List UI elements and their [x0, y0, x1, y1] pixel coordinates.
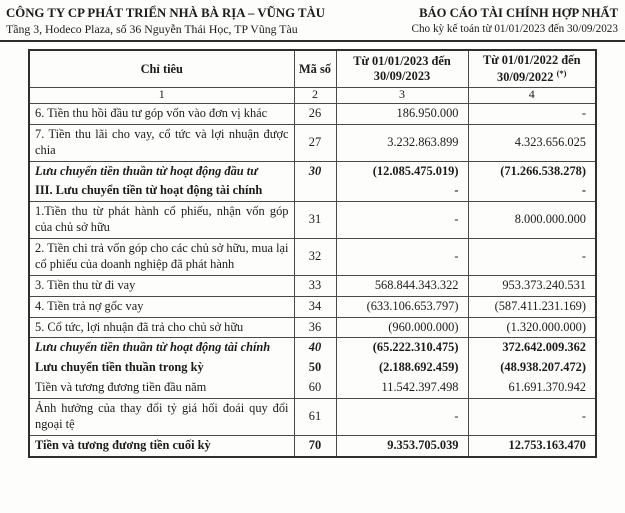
row-value-2023: (65.222.310.475)	[336, 338, 468, 358]
row-value-2023: 568.844.343.322	[336, 275, 468, 296]
row-code: 33	[294, 275, 336, 296]
row-label: 3. Tiền thu từ đi vay	[29, 275, 294, 296]
company-address: Tầng 3, Hodeco Plaza, số 36 Nguyễn Thái Học, TP Vũng Tàu	[6, 21, 298, 36]
row-code: 61	[294, 399, 336, 436]
table-header-row	[29, 50, 596, 87]
row-value-2023: -	[336, 202, 468, 239]
row-code: 31	[294, 202, 336, 239]
row-value-2022: (48.938.207.472)	[468, 358, 596, 378]
row-value-2023: -	[336, 239, 468, 276]
row-value-2023: 186.950.000	[336, 103, 468, 124]
column-header-period-2023: Từ 01/01/2023 đến 30/09/2023	[336, 50, 468, 87]
row-value-2022: 12.753.163.470	[468, 435, 596, 456]
table-row	[29, 338, 596, 358]
row-value-2022: 61.691.370.942	[468, 378, 596, 398]
row-code	[294, 181, 336, 201]
row-label: 1.Tiền thu từ phát hành cổ phiếu, nhận vốn góp của chủ sở hữu	[29, 202, 294, 239]
column-header-code: Mã số	[294, 50, 336, 87]
table-row	[29, 202, 596, 239]
column-header-period-2022: Từ 01/01/2022 đến 30/09/2022 (*)	[468, 50, 596, 87]
table-row	[29, 161, 596, 181]
table-row	[29, 275, 596, 296]
table-row	[29, 378, 596, 398]
column-number-3: 3	[336, 88, 468, 104]
table-row	[29, 317, 596, 338]
cashflow-table-head	[29, 50, 596, 103]
row-value-2022: -	[468, 399, 596, 436]
table-row	[29, 181, 596, 201]
row-code: 50	[294, 358, 336, 378]
row-label: III. Lưu chuyển tiền từ hoạt động tài chính	[29, 181, 294, 201]
table-row	[29, 358, 596, 378]
cashflow-table-container	[28, 49, 625, 457]
page-header	[0, 0, 625, 42]
table-row	[29, 124, 596, 161]
cashflow-table-body	[29, 103, 596, 456]
row-value-2022: 953.373.240.531	[468, 275, 596, 296]
row-label: 4. Tiền trả nợ gốc vay	[29, 296, 294, 317]
row-value-2023: (12.085.475.019)	[336, 161, 468, 181]
row-label: Ảnh hưởng của thay đổi tỷ giá hối đoái quy đổi ngoại tệ	[29, 399, 294, 436]
report-title: BÁO CÁO TÀI CHÍNH HỢP NHẤT	[419, 6, 618, 20]
row-value-2023: (2.188.692.459)	[336, 358, 468, 378]
column-header-criteria: Chỉ tiêu	[29, 50, 294, 87]
row-label: Lưu chuyển tiền thuần trong kỳ	[29, 358, 294, 378]
row-label: 5. Cổ tức, lợi nhuận đã trả cho chủ sở hữu	[29, 317, 294, 338]
row-label: Tiền và tương đương tiền đầu năm	[29, 378, 294, 398]
row-value-2023: 3.232.863.899	[336, 124, 468, 161]
row-label: Lưu chuyển tiền thuần từ hoạt động tài chính	[29, 338, 294, 358]
row-code: 36	[294, 317, 336, 338]
company-name: CÔNG TY CP PHÁT TRIỂN NHÀ BÀ RỊA – VŨNG TÀU	[6, 6, 326, 20]
row-value-2022: (587.411.231.169)	[468, 296, 596, 317]
row-code: 30	[294, 161, 336, 181]
column-number-1: 1	[29, 88, 294, 104]
row-label: 2. Tiền chi trả vốn góp cho các chủ sở hữu, mua lại cổ phiếu của doanh nghiệp đã phát hành	[29, 239, 294, 276]
row-code: 60	[294, 378, 336, 398]
column-number-2: 2	[294, 88, 336, 104]
row-value-2022: (1.320.000.000)	[468, 317, 596, 338]
row-value-2022: 372.642.009.362	[468, 338, 596, 358]
row-code: 40	[294, 338, 336, 358]
row-label: Lưu chuyển tiền thuần từ hoạt động đầu tư	[29, 161, 294, 181]
column-number-4: 4	[468, 88, 596, 104]
row-label: Tiền và tương đương tiền cuối kỳ	[29, 435, 294, 456]
table-row	[29, 239, 596, 276]
table-row	[29, 296, 596, 317]
report-block	[412, 6, 619, 37]
row-value-2023: 9.353.705.039	[336, 435, 468, 456]
row-label: 6. Tiền thu hồi đầu tư góp vốn vào đơn vị khác	[29, 103, 294, 124]
row-value-2022: (71.266.538.278)	[468, 161, 596, 181]
row-value-2023: 11.542.397.498	[336, 378, 468, 398]
row-label: 7. Tiền thu lãi cho vay, cổ tức và lợi nhuận được chia	[29, 124, 294, 161]
row-code: 26	[294, 103, 336, 124]
row-code: 70	[294, 435, 336, 456]
company-block	[6, 6, 325, 37]
table-row	[29, 399, 596, 436]
table-row	[29, 103, 596, 124]
row-value-2022: -	[468, 103, 596, 124]
report-period: Cho kỳ kế toán từ 01/01/2023 đến 30/09/2023	[411, 22, 618, 35]
cashflow-table	[28, 49, 597, 457]
row-code: 27	[294, 124, 336, 161]
row-value-2022: 8.000.000.000	[468, 202, 596, 239]
footnote-marker: (*)	[556, 68, 567, 79]
row-value-2022: -	[468, 181, 596, 201]
table-row	[29, 435, 596, 456]
row-value-2023: (633.106.653.797)	[336, 296, 468, 317]
row-value-2023: -	[336, 399, 468, 436]
column-numbering-row	[29, 88, 596, 104]
row-value-2022: 4.323.656.025	[468, 124, 596, 161]
row-value-2023: -	[336, 181, 468, 201]
row-value-2023: (960.000.000)	[336, 317, 468, 338]
row-code: 32	[294, 239, 336, 276]
row-value-2022: -	[468, 239, 596, 276]
row-code: 34	[294, 296, 336, 317]
